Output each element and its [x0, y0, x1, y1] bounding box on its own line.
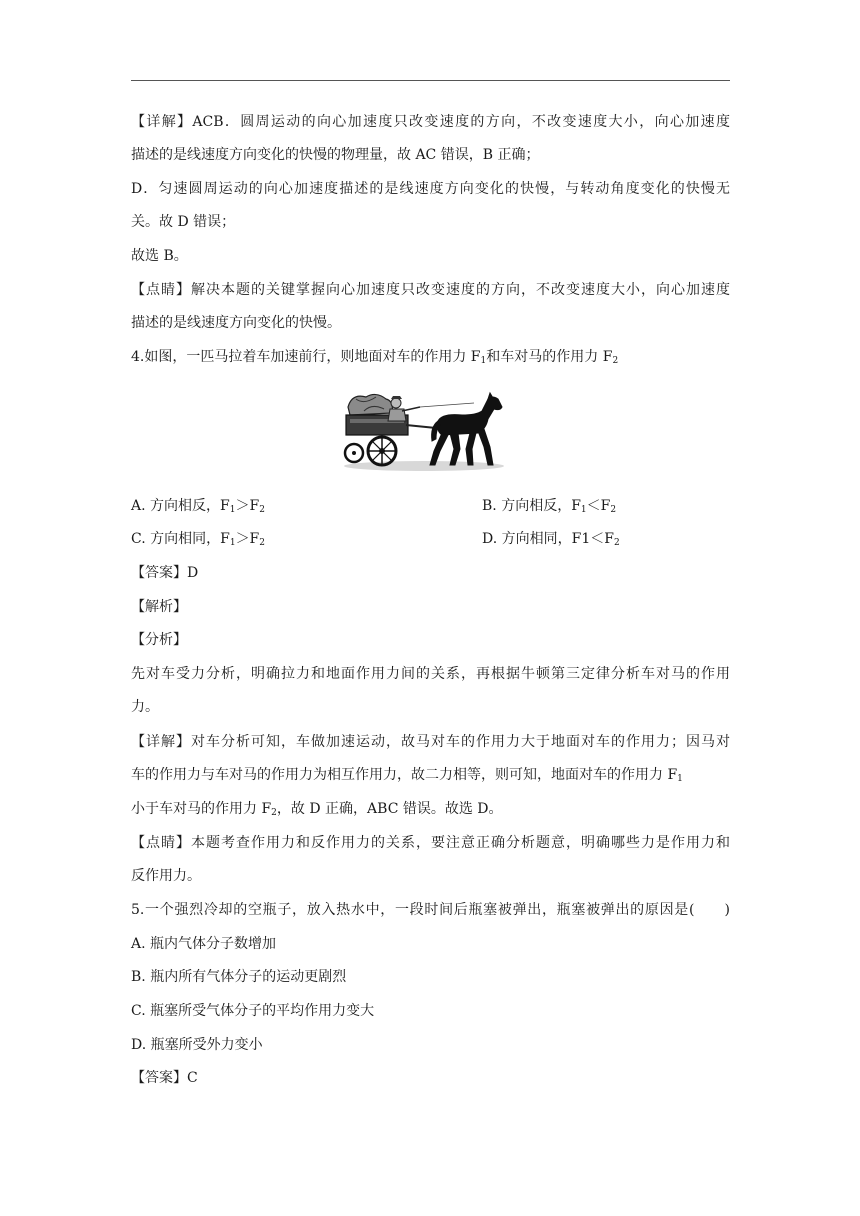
q4-stem-a: 4.如图，一匹马拉着车加速前行，则地面对车的作用力 F — [131, 349, 481, 365]
horse-cart-figure — [342, 389, 506, 473]
cart-small-wheel — [345, 444, 363, 462]
q4-comment-line2: 反作用力。 — [131, 868, 201, 884]
q5-option-d: D. 瓶塞所受外力变小 — [131, 1037, 263, 1053]
q4-stem-sub2: 2 — [612, 356, 619, 366]
q3-detail-line4: 关。故 D 错误； — [131, 214, 236, 230]
q3-detail-line3: D．匀速圆周运动的向心加速度描述的是线速度方向变化的快慢，与转动角度变化的快慢无 — [131, 181, 730, 197]
q5-option-b: B. 瓶内所有气体分子的运动更剧烈 — [131, 969, 347, 985]
q4-answer: 【答案】D — [131, 565, 199, 581]
q3-detail-line1: 【详解】ACB．圆周运动的向心加速度只改变速度的方向，不改变速度大小，向心加速度 — [131, 114, 730, 130]
q4-analysis-heading: 【解析】 — [131, 599, 187, 615]
q4-fenxi-line2: 力。 — [131, 699, 159, 715]
q4-detail-line1: 【详解】对车分析可知，车做加速运动，故马对车的作用力大于地面对车的作用力；因马对 — [131, 734, 730, 750]
q4-detail-line2: 车的作用力与车对马的作用力为相互作用力，故二力相等，则可知，地面对车的作用力 $F_1$ — [131, 767, 683, 784]
ground-shadow — [344, 461, 504, 471]
driver-head — [391, 398, 401, 408]
q3-detail-line5: 故选 B。 — [131, 248, 188, 264]
q4-option-b: B. 方向相反，$F_1<F_2$ — [482, 498, 617, 515]
q4-option-c: C. 方向相同，$F_1>F_2$ — [131, 531, 266, 548]
q4-comment-line1: 【点睛】本题考查作用力和反作用力的关系，要注意正确分析题意，明确哪些力是作用力和 — [131, 835, 730, 851]
q4-option-a: A. 方向相反，$F_1>F_2$ — [131, 498, 265, 515]
cart-wheel — [368, 437, 396, 465]
q4-fenxi-heading: 【分析】 — [131, 632, 187, 648]
q4-fenxi-line1: 先对车受力分析，明确拉力和地面作用力间的关系，再根据牛顿第三定律分析车对马的作用 — [131, 666, 730, 682]
q4-stem — [131, 348, 618, 366]
q3-comment-line1: 【点睛】解决本题的关键掌握向心加速度只改变速度的方向，不改变速度大小，向心加速度 — [131, 282, 730, 298]
q4-detail-line3: 小于车对马的作用力 $F_2$，故 D 正确，ABC 错误。故选 D。 — [131, 801, 503, 818]
q4-option-d: D. 方向相同，$F1<F_2$ — [482, 531, 620, 548]
q5-stem: 5.一个强烈冷却的空瓶子，放入热水中，一段时间后瓶塞被弹出，瓶塞被弹出的原因是( ) — [131, 902, 730, 918]
reins — [420, 403, 474, 407]
header-rule — [131, 80, 730, 81]
q5-option-a: A. 瓶内气体分子数增加 — [131, 936, 277, 952]
q3-detail-line2: 描述的是线速度方向变化的快慢的物理量，故 AC 错误，B 正确； — [131, 147, 540, 163]
q4-stem-sub1: 1 — [480, 356, 487, 366]
q4-stem-b: 和车对马的作用力 F — [486, 349, 613, 365]
q3-comment-line2: 描述的是线速度方向变化的快慢。 — [131, 315, 341, 331]
q5-option-c: C. 瓶塞所受气体分子的平均作用力变大 — [131, 1003, 375, 1019]
q5-answer: 【答案】C — [131, 1070, 198, 1086]
cargo-bundle — [348, 394, 392, 415]
